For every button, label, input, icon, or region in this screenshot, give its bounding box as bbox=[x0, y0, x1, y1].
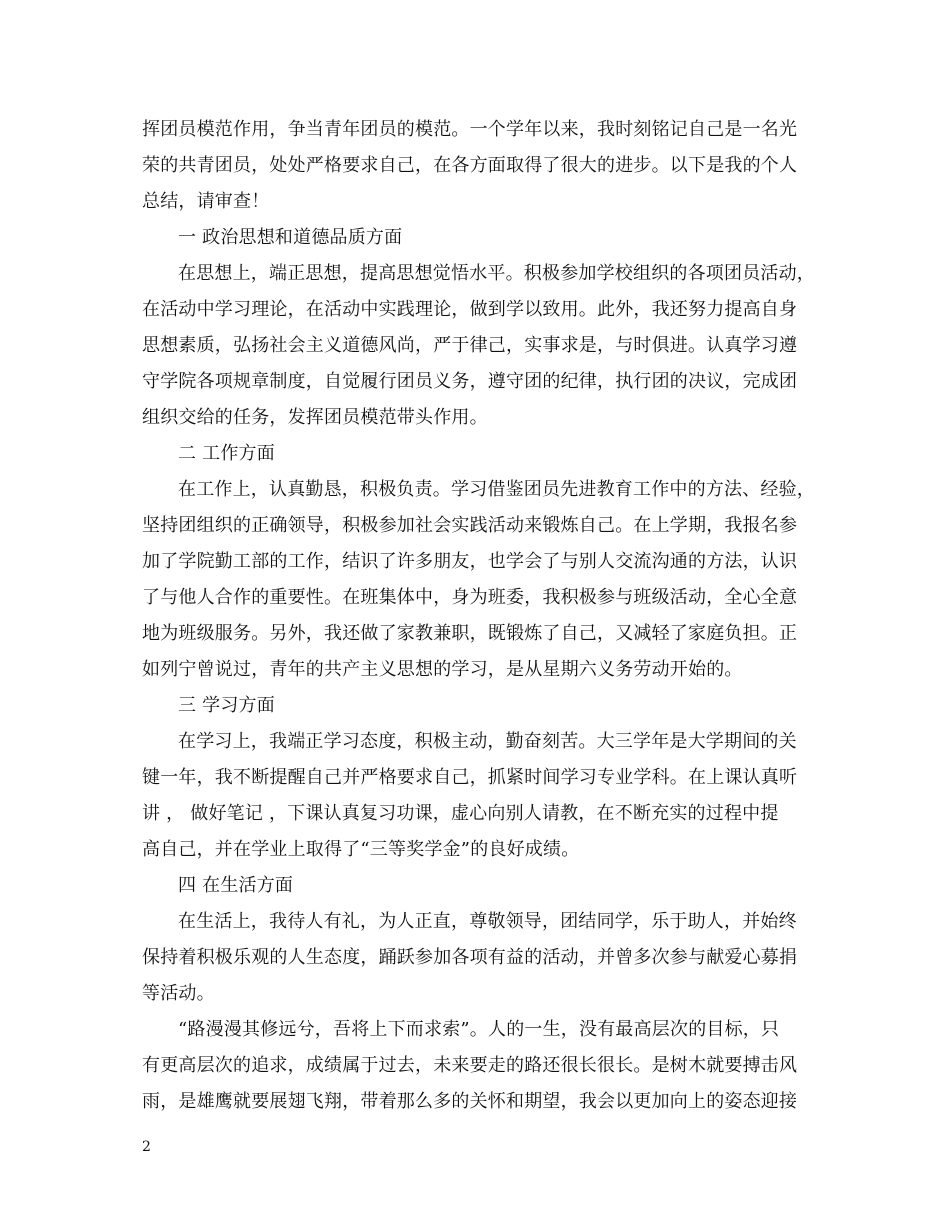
section-heading-life: 四 在生活方面 bbox=[178, 875, 294, 896]
text-line: 挥团员模范作用，争当青年团员的模范。一个学年以来，我时刻铭记自己是一名光 bbox=[142, 119, 798, 140]
text-line: 坚持团组织的正确领导，积极参加社会实践活动来锻炼自己。在上学期，我报名参 bbox=[142, 515, 798, 536]
text-line: 在生活上，我待人有礼，为人正直，尊敬领导，团结同学，乐于助人，并始终 bbox=[178, 911, 797, 932]
text-line: 地为班级服务。另外，我还做了家教兼职，既锻炼了自己，又减轻了家庭负担。正 bbox=[142, 623, 798, 644]
text-line: 有更高层次的追求，成绩属于过去，未来要走的路还很长很长。是树木就要搏击风 bbox=[142, 1055, 798, 1076]
section-heading-politics: 一 政治思想和道德品质方面 bbox=[178, 227, 403, 248]
text-line: 等活动。 bbox=[142, 983, 215, 1004]
text-line: 在工作上，认真勤恳，积极负责。学习借鉴团员先进教育工作中的方法、经验， bbox=[178, 479, 815, 500]
section-heading-work: 二 工作方面 bbox=[178, 443, 275, 464]
text-line: 了与他人合作的重要性。在班集体中，身为班委，我积极参与班级活动，全心全意 bbox=[142, 587, 798, 608]
page-number: 2 bbox=[142, 1139, 151, 1155]
text-line: 在学习上，我端正学习态度，积极主动，勤奋刻苦。大三学年是大学期间的关 bbox=[178, 731, 797, 752]
section-heading-study: 三 学习方面 bbox=[178, 695, 275, 716]
text-line: 保持着积极乐观的人生态度，踊跃参加各项有益的活动，并曾多次参与献爱心募捐 bbox=[142, 947, 798, 968]
text-line: 在思想上，端正思想，提高思想觉悟水平。积极参加学校组织的各项团员活动， bbox=[178, 263, 815, 284]
text-line: 思想素质，弘扬社会主义道德风尚，严于律己，实事求是，与时俱进。认真学习遵 bbox=[142, 335, 798, 356]
text-line: 雨，是雄鹰就要展翅飞翔，带着那么多的关怀和期望，我会以更加向上的姿态迎接 bbox=[142, 1091, 798, 1112]
text-line: “路漫漫其修远兮，吾将上下而求索”。人的一生，没有最高层次的目标，只 bbox=[178, 1019, 780, 1040]
text-line: 在活动中学习理论，在活动中实践理论，做到学以致用。此外，我还努力提高自身 bbox=[142, 299, 798, 320]
text-line: 组织交给的任务，发挥团员模范带头作用。 bbox=[142, 407, 488, 428]
text-line: 荣的共青团员，处处严格要求自己，在各方面取得了很大的进步。以下是我的个人 bbox=[142, 155, 798, 176]
text-line: 加了学院勤工部的工作，结识了许多朋友，也学会了与别人交流沟通的方法，认识 bbox=[142, 551, 798, 572]
text-line: 高自己，并在学业上取得了“三等奖学金”的良好成绩。 bbox=[142, 839, 580, 860]
text-line: 键一年，我不断提醒自己并严格要求自己，抓紧时间学习专业学科。在上课认真听 bbox=[142, 767, 798, 788]
text-line: 守学院各项规章制度，自觉履行团员义务，遵守团的纪律，执行团的决议，完成团 bbox=[142, 371, 798, 392]
text-line: 如列宁曾说过，青年的共产主义思想的学习，是从星期六义务劳动开始的。 bbox=[142, 659, 743, 680]
text-line: 讲 ， 做好笔记 ，下课认真复习功课，虚心向别人请教，在不断充实的过程中提 bbox=[142, 803, 779, 824]
text-line: 总结，请审查！ bbox=[142, 191, 270, 212]
